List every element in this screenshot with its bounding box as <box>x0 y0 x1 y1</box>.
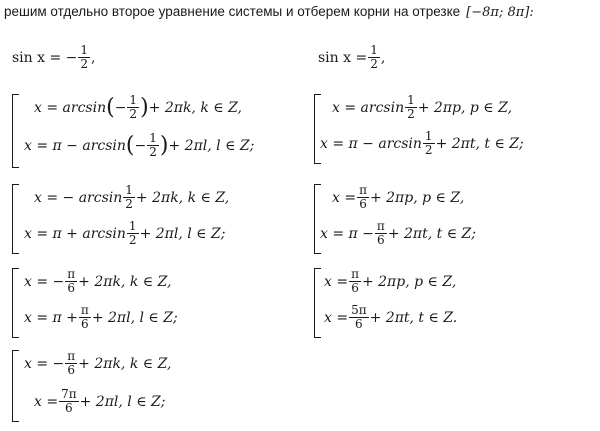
row-lhs: x = arcsin <box>332 99 405 116</box>
row-lhs: x = <box>324 309 349 326</box>
fraction-numerator: π <box>80 303 89 317</box>
row-rhs: + 2πl, l ∈ Z; <box>79 393 166 410</box>
row-sign: − <box>114 99 127 116</box>
fraction-numerator: π <box>67 267 76 281</box>
left-sin-equation <box>12 44 95 71</box>
system-row <box>332 184 464 211</box>
system-row <box>332 94 512 121</box>
system-row <box>320 130 524 157</box>
fraction-denominator: 2 <box>149 145 157 160</box>
row-rhs: + 2πt, t ∈ Z; <box>387 225 476 242</box>
fraction-denominator: 6 <box>67 363 76 378</box>
fraction-numerator: π <box>359 183 367 197</box>
row-fraction <box>59 388 79 415</box>
row-rhs: + 2πt, t ∈ Z. <box>369 309 458 326</box>
row-fraction <box>127 94 139 121</box>
row-fraction <box>375 220 387 247</box>
row-lhs: x = π − arcsin <box>320 135 422 152</box>
left-sin-lhs: sin x = − <box>12 49 78 66</box>
row-lhs: x = π + arcsin <box>24 225 126 242</box>
right-sin-lhs: sin x = <box>318 49 368 66</box>
system-row <box>320 220 476 247</box>
interval: [−8π; 8π]: <box>466 5 534 20</box>
right-system-3 <box>314 268 594 338</box>
fraction-denominator: 2 <box>424 143 433 158</box>
intro-sentence: решим отдельно второе уравнение системы и отберем корни на отрезке <box>4 4 461 19</box>
right-system-2 <box>314 184 594 254</box>
system-row <box>24 268 172 295</box>
right-sin-fraction <box>368 44 380 71</box>
paren-open: ( <box>125 132 135 158</box>
row-lhs: x = π − <box>320 225 374 242</box>
fraction-numerator: 1 <box>149 131 157 145</box>
system-bracket <box>12 350 19 422</box>
system-row <box>34 388 165 415</box>
left-system-4 <box>12 350 302 422</box>
left-sin-tail: , <box>91 49 96 66</box>
row-rhs: + 2πl, l ∈ Z; <box>139 225 226 242</box>
fraction-denominator: 2 <box>129 107 138 122</box>
row-fraction <box>65 350 77 377</box>
fraction-denominator: 6 <box>81 317 89 332</box>
fraction-denominator: 2 <box>128 233 137 248</box>
left-sin-fraction <box>78 44 90 71</box>
left-system-3 <box>12 268 302 338</box>
fraction-numerator: π <box>376 219 385 233</box>
system-row <box>34 184 229 211</box>
left-system-1 <box>12 94 302 168</box>
fraction-numerator: 5π <box>351 303 367 317</box>
row-fraction <box>65 268 77 295</box>
row-sign: − <box>134 137 147 154</box>
fraction-denominator: 2 <box>370 57 378 72</box>
fraction-denominator: 2 <box>125 197 133 212</box>
left-system-2 <box>12 184 302 254</box>
row-fraction <box>147 132 159 159</box>
row-fraction <box>357 184 369 211</box>
row-rhs: + 2πk, k ∈ Z, <box>78 273 172 290</box>
system-row <box>324 304 457 331</box>
system-row <box>24 220 225 247</box>
right-sin-equation <box>318 44 385 71</box>
fraction-denominator: 6 <box>67 281 76 296</box>
fraction-numerator: 1 <box>424 129 433 143</box>
row-fraction <box>79 304 91 331</box>
intro-text <box>4 4 600 20</box>
row-lhs: x = − <box>24 355 65 372</box>
system-row <box>324 268 456 295</box>
row-lhs: x = π − arcsin <box>24 137 126 154</box>
system-bracket <box>314 268 321 338</box>
right-sin-tail: , <box>380 49 386 66</box>
row-fraction <box>349 304 369 331</box>
fraction-numerator: 1 <box>129 93 138 107</box>
row-rhs: + 2πt, t ∈ Z; <box>435 135 524 152</box>
row-lhs: x = <box>324 273 349 290</box>
row-rhs: + 2πl, l ∈ Z; <box>91 309 178 326</box>
row-lhs: x = − <box>24 273 65 290</box>
fraction-denominator: 6 <box>65 401 73 416</box>
row-rhs: + 2πp, p ∈ Z, <box>369 189 465 206</box>
system-bracket <box>12 184 19 254</box>
row-fraction <box>123 184 135 211</box>
row-fraction <box>423 130 435 157</box>
row-lhs: x = − arcsin <box>34 189 123 206</box>
system-row <box>24 304 178 331</box>
system-row <box>34 94 242 121</box>
row-rhs: + 2πk, k ∈ Z, <box>148 99 243 116</box>
fraction-denominator: 6 <box>351 281 359 296</box>
fraction-denominator: 2 <box>80 57 89 72</box>
row-rhs: + 2πk, k ∈ Z, <box>135 189 230 206</box>
fraction-denominator: 6 <box>355 317 363 332</box>
fraction-numerator: π <box>351 267 359 281</box>
system-row <box>24 132 254 159</box>
paren-open: ( <box>106 94 115 120</box>
row-lhs: x = <box>332 189 357 206</box>
fraction-numerator: 1 <box>80 43 89 57</box>
fraction-numerator: 1 <box>128 219 137 233</box>
paren-close: ) <box>159 132 169 158</box>
fraction-numerator: 1 <box>407 93 415 107</box>
row-fraction <box>405 94 417 121</box>
row-rhs: + 2πp, p ∈ Z, <box>361 273 457 290</box>
system-row <box>24 350 172 377</box>
right-system-1 <box>314 94 594 164</box>
fraction-denominator: 2 <box>407 107 415 122</box>
fraction-numerator: 1 <box>125 183 133 197</box>
row-rhs: + 2πl, l ∈ Z; <box>168 137 255 154</box>
paren-close: ) <box>140 94 149 120</box>
fraction-denominator: 6 <box>359 197 367 212</box>
fraction-numerator: 1 <box>370 43 378 57</box>
row-fraction <box>349 268 361 295</box>
row-fraction <box>127 220 139 247</box>
row-lhs: x = π + <box>24 309 78 326</box>
system-bracket <box>12 94 19 168</box>
fraction-numerator: π <box>67 349 76 363</box>
row-rhs: + 2πk, k ∈ Z, <box>78 355 172 372</box>
fraction-numerator: 7π <box>61 387 77 401</box>
row-rhs: + 2πp, p ∈ Z, <box>417 99 513 116</box>
fraction-denominator: 6 <box>377 233 385 248</box>
system-bracket <box>12 268 19 338</box>
row-lhs: x = arcsin <box>34 99 107 116</box>
row-lhs: x = <box>34 393 59 410</box>
